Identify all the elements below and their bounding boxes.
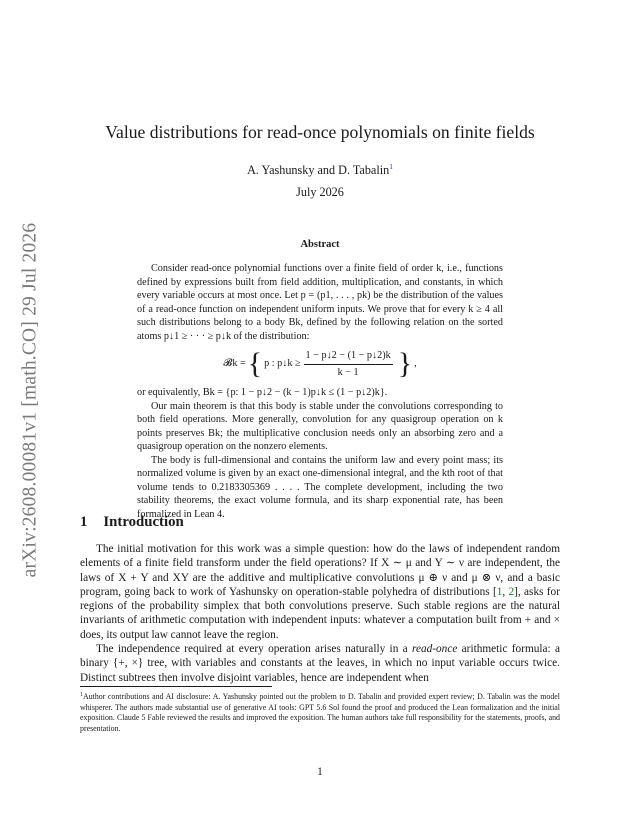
author-line — [80, 160, 560, 177]
abstract-paragraph-3: Our main theorem is that this body is stable under the convolutions corresponding to both field operations. More generally, convolution for any quasigroup operation on k points preserves Bk; the multiplicative conclusion needs only an absorbing zero and a quasigroup operation on the nonzero elements. — [137, 400, 503, 452]
paper-date: July 2026 — [296, 185, 344, 199]
fraction-numerator: 1 − p↓2 − (1 − p↓2)k — [304, 349, 393, 365]
fraction-denominator: k − 1 — [337, 366, 359, 378]
page-number: 1 — [317, 766, 323, 778]
formula-punctuation: , — [414, 358, 417, 370]
author-names: A. Yashunsky and D. Tabalin — [247, 163, 390, 177]
intro-text-1b: ], asks for regions of the probability simplex that both convolutions preserve. Such stable regions are the natural invariants of arithmetic computation with independent inputs: whatever a computation built from + and × does, its output law cannot leave the region. — [80, 585, 560, 641]
left-brace-glyph: { — [247, 347, 263, 380]
section-title: Introduction — [103, 514, 184, 530]
footnote-rule — [80, 686, 272, 687]
abstract-body — [137, 262, 503, 521]
intro-text-2b: arithmetic formula: a binary {+, ×} tree, with variables and constants at the leaves, in which no input variable occurs twice. Distinct subtrees then involve disjoint variables, hence are independent when — [80, 643, 560, 684]
section-number: 1 — [80, 514, 88, 530]
citation-link-1[interactable]: 1 — [496, 585, 503, 598]
paper-title: Value distributions for read-once polynomials on finite fields — [105, 122, 535, 142]
intro-paragraph-1 — [80, 542, 560, 642]
footnote-mark: 1 — [80, 692, 83, 698]
citation-separator: , — [502, 585, 509, 598]
abstract-paragraph-1: Consider read-once polynomial functions over a finite field of order k, i.e., functions defined by expressions built from field addition, multiplication, and constants, in which every variable occurs at most once. Let p = (p1, . . . , pk) be the distribution of the values of a read-once function on independent uniform inputs. We prove that for every k ≥ 4 all such distributions belong to a body Bk, defined by the following relation on the sorted atoms p↓1 ≥ · · · ≥ p↓k of the distribution: — [137, 263, 503, 342]
intro-text-2a: The independence required at every operation arises naturally in a — [96, 643, 412, 656]
introduction-body — [80, 542, 560, 685]
emphasis-read-once: read-once — [411, 643, 458, 656]
arxiv-identifier[interactable]: arXiv:2608.00081v1 [math.CO] 29 Jul 2026 — [19, 222, 41, 578]
section-heading — [80, 514, 184, 531]
abstract-paragraph-4: The body is full-dimensional and contains the uniform law and every point mass; its normalized volume is given by an exact one-dimensional integral, and the kth root of that volume tends to 0.2183305369 . . . . The complete development, including the two stability theorems, the exact volume formula, and its sharp exponential rate, has been formalized in Lean 4. — [137, 454, 503, 520]
right-brace-glyph: } — [397, 347, 413, 380]
footnote-text: Author contributions and AI disclosure: A. Yashunsky pointed out the problem to D. Tabalin and provided expert review; D. Tabalin was the model whisperer. The authors made substantial use of generative AI tools: GPT 5.6 Sol found the proof and produced the Lean formalization and the initial exposition. Claude 5 Fable reviewed the results and improved the exposition. The human authors take full responsibility for the statements, proofs, and presentation. — [80, 692, 560, 733]
arxiv-stamp — [6, 120, 54, 680]
abstract-paragraph-2: or equivalently, Bk = {p: 1 − p↓2 − (k − 1)p↓k ≤ (1 − p↓2)k}. — [137, 387, 388, 398]
intro-text-1a: The initial motivation for this work was a simple question: how do the laws of independent random elements of a finite field transform under the field operations? If X ∼ μ and Y ∼ ν are independent, the laws of X + Y and XY are the additive and multiplicative convolutions μ ⊕ ν and μ ⊗ ν, and a basic program, going back to work of Yashunsky on operation-stable polyhedra of distributions [ — [80, 543, 560, 598]
formula-lhs: 𝓑k = — [223, 358, 246, 370]
citation-link-2[interactable]: 2 — [508, 585, 515, 598]
display-formula — [137, 345, 503, 383]
intro-paragraph-2 — [80, 642, 560, 685]
footnote — [80, 690, 560, 734]
abstract-heading: Abstract — [300, 239, 340, 250]
formula-fraction — [304, 349, 393, 379]
formula-set-condition: p : p↓k ≥ — [264, 358, 301, 370]
footnote-marker-link[interactable]: 1 — [389, 162, 393, 171]
